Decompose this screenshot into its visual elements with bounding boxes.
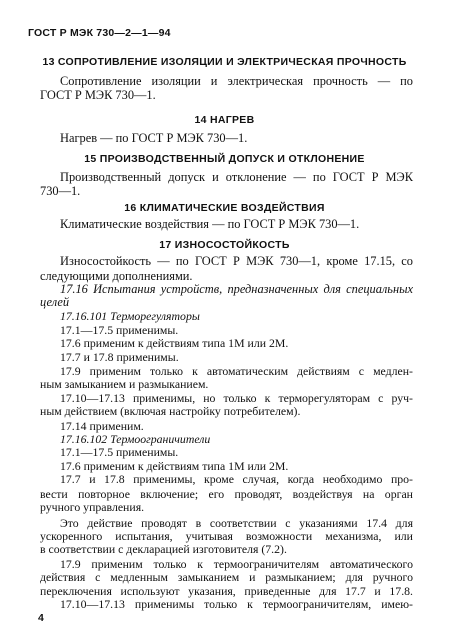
section-17-line-22: в соответствии с декларацией изготовителя (7.2). <box>40 542 287 557</box>
section-17-title: 17 ИЗНОСОСТОЙКОСТЬ <box>159 239 290 252</box>
section-13-line-1: Сопротивление изоляции и электрическая прочность — по <box>60 74 413 89</box>
section-17-line-21: ускоренного испытания, учитывая возможности механизма, или <box>40 528 413 543</box>
section-17-line-9: 17.9 применим только к автоматическим действиям с медлен- <box>60 363 413 378</box>
page-number: 4 <box>38 612 45 624</box>
section-17-line-12: ным действием (включая настройку потребителем). <box>40 404 301 419</box>
section-17-line-14: 17.16.102 Термоограничители <box>60 431 211 446</box>
section-16-line-1: Климатические воздействия — по ГОСТ Р МЭК 730—1. <box>60 216 360 231</box>
section-15-title: 15 ПРОИЗВОДСТВЕННЫЙ ДОПУСК И ОТКЛОНЕНИЕ <box>84 152 365 165</box>
section-17-line-25: переключения используют указания, приведенные для 17.7 и 17.8. <box>40 583 413 598</box>
section-17-line-7: 17.6 применим к действиям типа 1М или 2М. <box>60 336 289 351</box>
section-17-line-16: 17.6 применим к действиям типа 1М или 2М. <box>60 459 289 474</box>
section-17-line-24: действия с медленным замыканием и размыканием; для ручного <box>40 570 413 585</box>
section-17-line-10: ным замыканием и размыканием. <box>40 377 209 391</box>
section-16-title: 16 КЛИМАТИЧЕСКИЕ ВОЗДЕЙСТВИЯ <box>124 201 325 214</box>
section-17-line-15: 17.1—17.5 применимы. <box>60 444 179 459</box>
section-13-line-2: ГОСТ Р МЭК 730—1. <box>40 88 156 103</box>
section-17-line-1: Износостойкость — по ГОСТ Р МЭК 730—1, кроме 17.15, со <box>60 254 413 269</box>
section-17-line-2: следующими дополнениями. <box>40 268 193 283</box>
section-15-line-1: Производственный допуск и отклонение — по ГОСТ Р МЭК <box>60 170 413 185</box>
section-17-line-4: целей <box>40 294 70 309</box>
section-13-title: 13 СОПРОТИВЛЕНИЕ ИЗОЛЯЦИИ И ЭЛЕКТРИЧЕСКАЯ ПРОЧНОСТЬ <box>42 56 407 69</box>
section-17-line-19: ручного управления. <box>40 499 145 514</box>
section-17-line-11: 17.10—17.13 применимы, но только к терморегуляторам с руч- <box>60 391 413 406</box>
section-17-line-18: вести повторное включение; его проводят, воздействуя на орган <box>40 486 413 501</box>
section-15-line-2: 730—1. <box>40 183 81 198</box>
section-17-line-20: Это действие проводят в соответствии с указаниями 17.4 для <box>60 515 413 530</box>
section-14-line-1: Нагрев — по ГОСТ Р МЭК 730—1. <box>60 130 248 145</box>
section-14-title: 14 НАГРЕВ <box>194 113 255 126</box>
section-17-line-6: 17.1—17.5 применимы. <box>60 323 179 338</box>
document-header-code: ГОСТ Р МЭК 730—2—1—94 <box>28 27 171 39</box>
section-17-line-23: 17.9 применим только к термоограничителям автоматического <box>60 557 413 572</box>
section-17-line-13: 17.14 применим. <box>60 418 144 433</box>
section-17-line-26: 17.10—17.13 применимы только к термоограничителям, имею- <box>60 596 413 611</box>
section-17-line-5: 17.16.101 Терморегуляторы <box>60 309 200 324</box>
section-17-line-3: 17.16 Испытания устройств, предназначенных для специальных <box>60 281 413 296</box>
section-17-line-8: 17.7 и 17.8 применимы. <box>60 349 179 364</box>
section-17-line-17: 17.7 и 17.8 применимы, кроме случая, когда необходимо про- <box>60 472 413 487</box>
